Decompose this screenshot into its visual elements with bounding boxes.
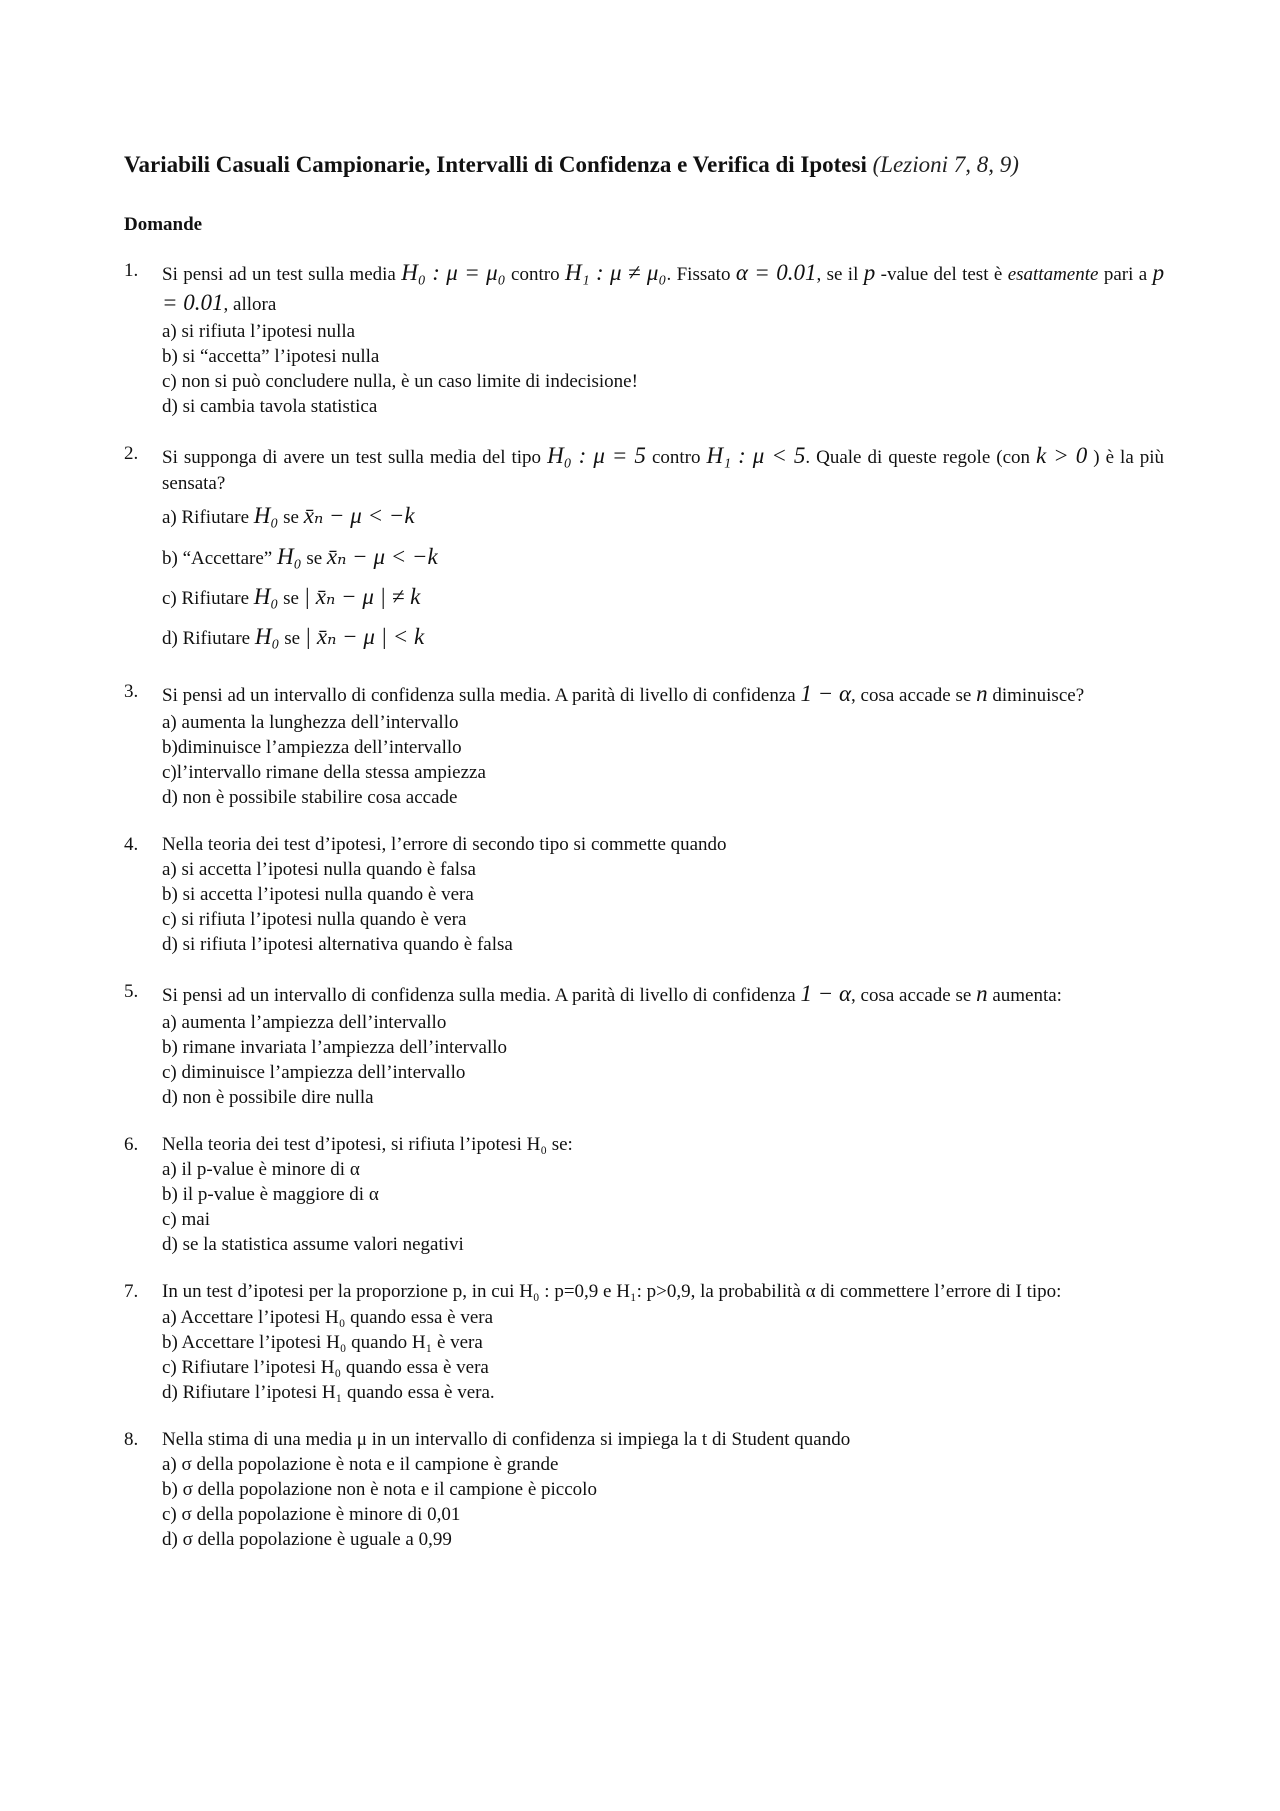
option-d: d) se la statistica assume valori negativi [162, 1234, 464, 1256]
math-p: p [863, 259, 876, 285]
math-rule: x̄ₙ − μ < −k [326, 543, 438, 569]
option-c: c) mai [162, 1209, 211, 1231]
math-h1: H₁ : μ < 5 [706, 442, 806, 468]
option-b: b) Accettare l’ipotesi H₀ quando H₁ è vera [162, 1331, 483, 1353]
option-b: b) il p-value è maggiore di α [162, 1184, 379, 1206]
option-d: d) si cambia tavola statistica [162, 395, 378, 417]
option-a: a) aumenta la lunghezza dell’intervallo [162, 711, 459, 733]
question-text: Si pensi ad un intervallo di confidenza sulla media. A parità di livello di confidenza 1 − α, cosa accade se n aumenta: [162, 981, 1062, 1007]
math-n: n [976, 981, 988, 1007]
option-c: c) Rifiutare H₀ se | x̄ₙ − μ | ≠ k [162, 583, 421, 609]
option-a: a) si accetta l’ipotesi nulla quando è falsa [162, 859, 476, 881]
math-alpha: α = 0.01 [735, 259, 817, 285]
question-5 [124, 979, 1164, 1110]
options-list [162, 857, 1164, 957]
option-d: d) si rifiuta l’ipotesi alternativa quando è falsa [162, 934, 513, 956]
question-2 [124, 441, 1164, 657]
option-c: c) diminuisce l’ampiezza dell’intervallo [162, 1061, 466, 1083]
option-b: b) si “accetta” l’ipotesi nulla [162, 345, 380, 367]
question-text: Nella teoria dei test d’ipotesi, l’errore di secondo tipo si commette quando [162, 834, 727, 856]
math-h0: H₀ : μ = 5 [547, 442, 646, 468]
math-confidence: 1 − α [800, 981, 852, 1007]
option-a: a) σ della popolazione è nota e il campione è grande [162, 1453, 559, 1475]
section-heading: Domande [124, 213, 203, 235]
question-number: 3. [124, 681, 139, 703]
option-c: c) Rifiutare l’ipotesi H₀ quando essa è vera [162, 1356, 489, 1378]
question-text: Nella stima di una media μ in un intervallo di confidenza si impiega la t di Student quando [162, 1428, 851, 1450]
option-d: d) non è possibile stabilire cosa accade [162, 786, 458, 808]
option-c: c) non si può concludere nulla, è un caso limite di indecisione! [162, 370, 638, 392]
option-a: a) aumenta l’ampiezza dell’intervallo [162, 1011, 447, 1033]
question-number: 4. [124, 834, 139, 856]
option-a: a) Rifiutare H₀ se x̄ₙ − μ < −k [162, 503, 415, 529]
option-b: b) rimane invariata l’ampiezza dell’intervallo [162, 1036, 507, 1058]
question-text: Nella teoria dei test d’ipotesi, si rifiuta l’ipotesi H₀ se: [162, 1134, 573, 1156]
math-rule: | x̄ₙ − μ | ≠ k [303, 583, 421, 609]
math-confidence: 1 − α [800, 681, 852, 707]
options-list [162, 1157, 1164, 1257]
math-h1: H₁ : μ ≠ μ₀ [564, 259, 667, 285]
question-number: 7. [124, 1281, 139, 1303]
question-7 [124, 1279, 1164, 1404]
option-b: b) “Accettare” H₀ se x̄ₙ − μ < −k [162, 543, 438, 569]
option-b: b) si accetta l’ipotesi nulla quando è vera [162, 884, 474, 906]
option-a: a) Accettare l’ipotesi H₀ quando essa è vera [162, 1306, 494, 1328]
title-main: Variabili Casuali Campionarie, Intervalli di Confidenza e Verifica di Ipotesi [124, 152, 867, 177]
emphasis: esattamente [1007, 263, 1099, 285]
question-1 [124, 258, 1164, 419]
question-number: 8. [124, 1428, 139, 1450]
option-c: c)l’intervallo rimane della stessa ampiezza [162, 761, 486, 783]
option-b: b) σ della popolazione non è nota e il campione è piccolo [162, 1479, 597, 1501]
question-4 [124, 832, 1164, 957]
question-3 [124, 679, 1164, 810]
math-n: n [976, 681, 988, 707]
question-8 [124, 1427, 1164, 1552]
options-list [162, 496, 1164, 657]
options-list [162, 1010, 1164, 1110]
option-d: d) non è possibile dire nulla [162, 1087, 374, 1109]
question-text: Si pensi ad un test sulla media H₀ : μ = μ₀ contro H₁ : μ ≠ μ₀. Fissato α = 0.01, se il p -value del test è esattamente pari a p = 0.01, allora [162, 259, 1165, 316]
options-list [162, 1305, 1164, 1405]
question-text: Si supponga di avere un test sulla media del tipo H₀ : μ = 5 contro H₁ : μ < 5. Quale di queste regole (con k > 0 ) è la più sensata? [162, 442, 1165, 495]
option-b: b)diminuisce l’ampiezza dell’intervallo [162, 736, 462, 758]
math-rule: x̄ₙ − μ < −k [303, 503, 415, 529]
option-a: a) si rifiuta l’ipotesi nulla [162, 320, 356, 342]
question-number: 5. [124, 981, 139, 1003]
math-h0: H₀ : μ = μ₀ [401, 259, 506, 285]
question-text: Si pensi ad un intervallo di confidenza sulla media. A parità di livello di confidenza 1 − α, cosa accade se n diminuisce? [162, 681, 1085, 707]
option-d: d) σ della popolazione è uguale a 0,99 [162, 1529, 452, 1551]
math-k: k > 0 [1036, 442, 1088, 468]
option-d: d) Rifiutare l’ipotesi H₁ quando essa è vera. [162, 1381, 495, 1403]
question-text: In un test d’ipotesi per la proporzione p, in cui H₀ : p=0,9 e H₁: p>0,9, la probabilità α di commettere l’errore di I tipo: [162, 1281, 1062, 1303]
document-title [124, 150, 1164, 180]
title-lessons: (Lezioni 7, 8, 9) [872, 152, 1019, 177]
math-rule: | x̄ₙ − μ | < k [304, 624, 425, 650]
math-p-eq: p = 0.01 [162, 259, 1165, 316]
document-page [124, 150, 1164, 1574]
options-list [162, 319, 1164, 419]
question-number: 1. [124, 259, 139, 281]
question-number: 6. [124, 1134, 139, 1156]
options-list [162, 710, 1164, 810]
options-list [162, 1452, 1164, 1552]
question-6 [124, 1132, 1164, 1257]
question-number: 2. [124, 442, 139, 464]
option-a: a) il p-value è minore di α [162, 1159, 360, 1181]
option-c: c) si rifiuta l’ipotesi nulla quando è vera [162, 909, 467, 931]
option-d: d) Rifiutare H₀ se | x̄ₙ − μ | < k [162, 624, 425, 650]
option-c: c) σ della popolazione è minore di 0,01 [162, 1504, 461, 1526]
